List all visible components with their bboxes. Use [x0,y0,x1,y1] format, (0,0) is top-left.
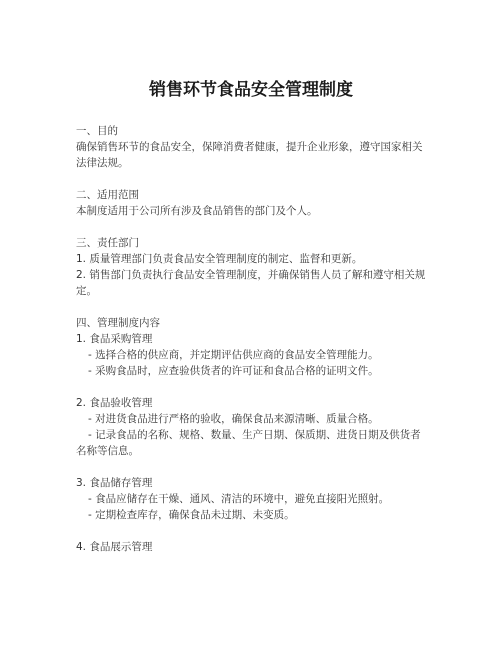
section-paragraph: 确保销售环节的食品安全，保障消费者健康，提升企业形象，遵守国家相关法律法规。 [76,141,423,169]
dash-line: - 选择合格的供应商，并定期评估供应商的食品安全管理能力。 [88,349,379,361]
section-heading: 一、目的 [76,125,118,137]
section-heading: 三、责任部门 [76,237,139,249]
section-scope [76,187,428,219]
document-title: 销售环节食品安全管理制度 [149,80,353,100]
dash-line: - 食品应储存在干燥、通风、清洁的环境中，避免直接阳光照射。 [88,493,390,505]
section-management-content [76,315,428,555]
subsection-title: 1. 食品采购管理 [76,333,153,345]
section-paragraph: 本制度适用于公司所有涉及食品销售的部门及个人。 [76,205,318,217]
subsection-storage [76,475,428,523]
subsection-title: 3. 食品储存管理 [76,477,153,489]
subsection-title: 4. 食品展示管理 [76,541,153,553]
section-responsibility [76,235,428,299]
dash-line: - 采购食品时，应查验供货者的许可证和食品合格的证明文件。 [88,365,379,377]
dash-line: - 对进货食品进行严格的验收，确保食品来源清晰、质量合格。 [88,413,379,425]
dash-line: - 记录食品的名称、规格、数量、生产日期、保质期、进货日期及供货者名称等信息。 [76,429,421,457]
subsection-display [76,539,428,555]
subsection-title: 2. 食品验收管理 [76,397,153,409]
section-heading: 二、适用范围 [76,189,139,201]
subsection-purchase [76,331,428,379]
section-purpose [76,123,428,171]
section-heading: 四、管理制度内容 [76,317,160,329]
numbered-item: 1. 质量管理部门负责食品安全管理制度的制定、监督和更新。 [76,253,363,265]
subsection-acceptance [76,395,428,459]
document-body [76,123,428,571]
dash-line: - 定期检查库存，确保食品未过期、未变质。 [88,509,295,521]
numbered-item: 2. 销售部门负责执行食品安全管理制度，并确保销售人员了解和遵守相关规定。 [76,269,426,297]
